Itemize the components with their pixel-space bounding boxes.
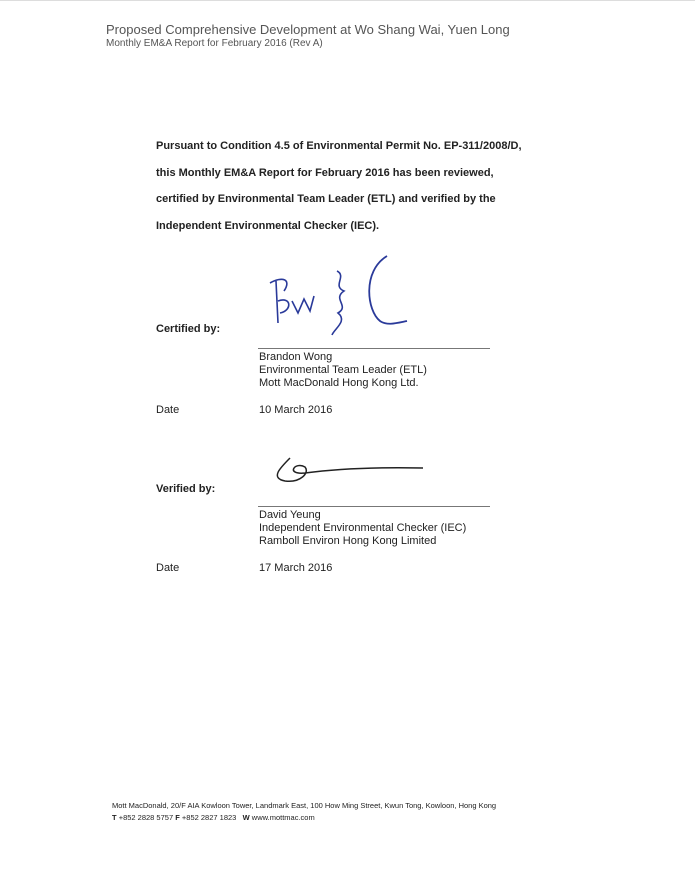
verified-by-label: Verified by: [156, 483, 216, 495]
phone-label: T [112, 813, 117, 822]
statement-line: Pursuant to Condition 4.5 of Environmental Permit No. EP-311/2008/D, [156, 140, 522, 152]
signature-iec [265, 453, 430, 493]
website: www.mottmac.com [251, 813, 315, 822]
certifier-name: Brandon Wong [259, 351, 333, 363]
certifier-role: Environmental Team Leader (ETL) [259, 364, 427, 376]
signature-line [258, 506, 490, 507]
verifier-role: Independent Environmental Checker (IEC) [259, 522, 467, 534]
verifier-company: Ramboll Environ Hong Kong Limited [259, 535, 437, 547]
fax-label: F [175, 813, 180, 822]
certified-by-label: Certified by: [156, 323, 221, 335]
web-label: W [242, 813, 250, 822]
verified-date: 17 March 2016 [259, 562, 333, 574]
verifier-name: David Yeung [259, 509, 321, 521]
date-label: Date [156, 404, 180, 416]
statement-line: this Monthly EM&A Report for February 2016 has been reviewed, [156, 167, 494, 179]
date-label: Date [156, 562, 180, 574]
signature-line [258, 348, 490, 349]
fax: +852 2827 1823 [181, 813, 237, 822]
header-title: Proposed Comprehensive Development at Wo Shang Wai, Yuen Long [106, 22, 510, 37]
certifier-company: Mott MacDonald Hong Kong Ltd. [259, 377, 419, 389]
phone: +852 2828 5757 [118, 813, 174, 822]
footer-address: Mott MacDonald, 20/F AIA Kowloon Tower, Landmark East, 100 How Ming Street, Kwun Tong, Kowloon, Hong Kong [112, 801, 497, 810]
statement-line: Independent Environmental Checker (IEC). [156, 220, 380, 232]
statement-line: certified by Environmental Team Leader (ETL) and verified by the [156, 193, 496, 205]
header-subtitle: Monthly EM&A Report for February 2016 (Rev A) [106, 38, 323, 49]
footer-contact [112, 813, 315, 822]
certified-date: 10 March 2016 [259, 404, 333, 416]
signature-etl [262, 251, 422, 336]
